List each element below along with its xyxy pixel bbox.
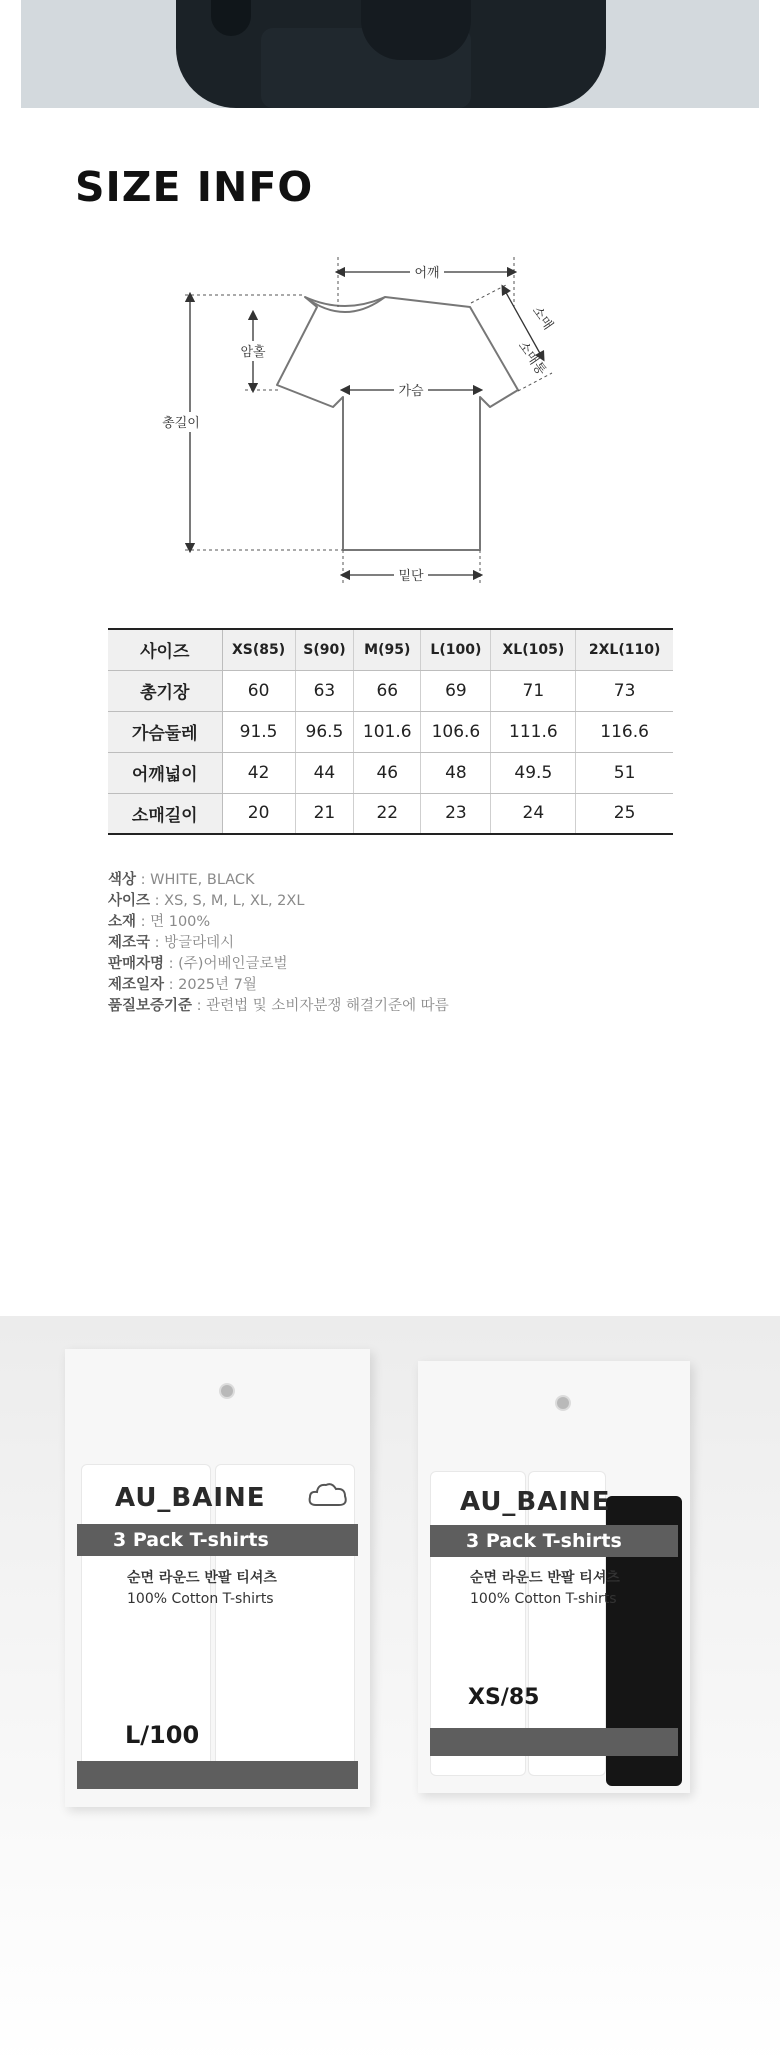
package-size-label: XS/85 (468, 1685, 540, 1710)
table-cell: 71 (491, 670, 576, 711)
label-shoulder: 어깨 (414, 266, 440, 281)
table-header-cell: XL(105) (491, 629, 576, 670)
info-row-origin: 제조국 : 방글라데시 (108, 935, 235, 951)
row-label: 소매길이 (108, 793, 222, 834)
table-header-cell: 2XL(110) (576, 629, 673, 670)
package-subtitle-ko: 순면 라운드 반팔 티셔츠 (470, 1570, 620, 1586)
table-header-cell: L(100) (421, 629, 491, 670)
table-cell: 60 (222, 670, 295, 711)
package-subtitle-en: 100% Cotton T-shirts (127, 1591, 274, 1607)
table-header-cell: S(90) (295, 629, 354, 670)
table-cell: 111.6 (491, 711, 576, 752)
package-subtitle-en: 100% Cotton T-shirts (470, 1591, 617, 1607)
row-label: 총기장 (108, 670, 222, 711)
info-row-material: 소재 : 면 100% (108, 914, 211, 930)
label-chest: 가슴 (398, 384, 424, 399)
tshirt-collar (305, 297, 385, 312)
brand-logo: AU_BAINE (115, 1483, 266, 1513)
tshirt-diagram-svg (140, 245, 610, 595)
label-sleeve: 소매 (528, 303, 556, 333)
table-row (108, 670, 673, 711)
table-cell: 96.5 (295, 711, 354, 752)
table-cell: 73 (576, 670, 673, 711)
package-bottom-band (430, 1728, 678, 1756)
info-row-seller: 판매자명 : (주)어베인글로벌 (108, 956, 288, 972)
section-title: SIZE INFO (75, 163, 314, 211)
product-photo (0, 1316, 780, 2067)
table-cell: 44 (295, 752, 354, 793)
package-band: 3 Pack T-shirts (77, 1524, 358, 1556)
package-mixed (418, 1361, 690, 1793)
table-cell: 21 (295, 793, 354, 834)
package-band: 3 Pack T-shirts (430, 1525, 678, 1557)
table-cell: 69 (421, 670, 491, 711)
table-cell: 63 (295, 670, 354, 711)
size-table (108, 628, 673, 835)
garment-fold (361, 0, 471, 60)
hero-photo (21, 0, 759, 108)
product-info (108, 870, 449, 1017)
table-header-cell: M(95) (354, 629, 421, 670)
table-cell: 116.6 (576, 711, 673, 752)
table-cell: 101.6 (354, 711, 421, 752)
table-cell: 24 (491, 793, 576, 834)
table-cell: 42 (222, 752, 295, 793)
table-cell: 20 (222, 793, 295, 834)
table-row (108, 793, 673, 834)
package-bottom-band (77, 1761, 358, 1789)
table-cell: 51 (576, 752, 673, 793)
table-header-cell: 사이즈 (108, 629, 222, 670)
label-sleeve-width: 소매통 (514, 338, 549, 379)
package-size-label: L/100 (125, 1721, 200, 1749)
hang-hole (219, 1383, 235, 1399)
table-cell: 91.5 (222, 711, 295, 752)
info-row-warranty: 품질보증기준 : 관련법 및 소비자분쟁 해결기준에 따름 (108, 998, 449, 1014)
table-cell: 66 (354, 670, 421, 711)
label-total-length: 총길이 (162, 416, 200, 431)
table-cell: 25 (576, 793, 673, 834)
package-white (65, 1349, 370, 1807)
table-cell: 22 (354, 793, 421, 834)
table-cell: 49.5 (491, 752, 576, 793)
table-cell: 48 (421, 752, 491, 793)
table-cell: 23 (421, 793, 491, 834)
table-header-cell: XS(85) (222, 629, 295, 670)
info-row-manufacture-date: 제조일자 : 2025년 7월 (108, 977, 257, 993)
hang-hole (555, 1395, 571, 1411)
table-cell: 46 (354, 752, 421, 793)
row-label: 가슴둘레 (108, 711, 222, 752)
info-row-color: 색상 : WHITE, BLACK (108, 872, 255, 888)
table-header-row (108, 629, 673, 670)
label-armhole: 암홀 (240, 345, 266, 360)
table-cell: 106.6 (421, 711, 491, 752)
row-label: 어깨넓이 (108, 752, 222, 793)
measurement-diagram (140, 245, 610, 595)
tshirt-outline (277, 297, 518, 550)
brand-logo: AU_BAINE (460, 1487, 611, 1517)
info-row-sizes: 사이즈 : XS, S, M, L, XL, 2XL (108, 893, 305, 909)
cloud-icon (308, 1481, 348, 1509)
table-row (108, 711, 673, 752)
label-hem: 밑단 (398, 569, 424, 584)
table-row (108, 752, 673, 793)
package-subtitle-ko: 순면 라운드 반팔 티셔츠 (127, 1570, 277, 1586)
